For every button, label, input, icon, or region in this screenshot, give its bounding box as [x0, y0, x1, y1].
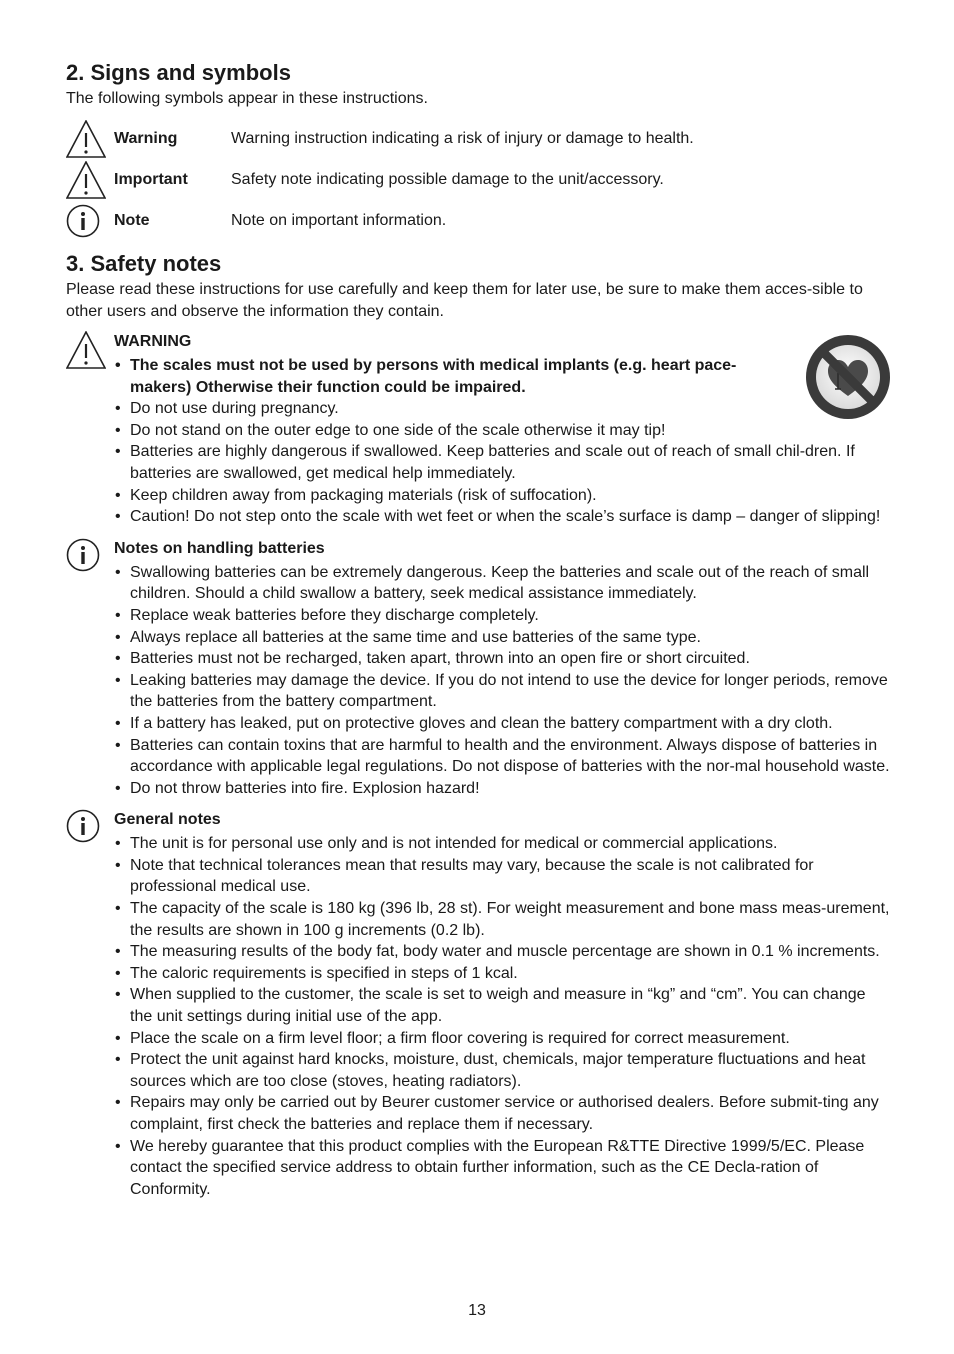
- symbol-row-important: [66, 159, 892, 200]
- symbols-table: [66, 118, 892, 241]
- general-notes-block: [66, 809, 892, 1200]
- warning-title: WARNING: [114, 333, 192, 350]
- batteries-block: [66, 538, 892, 800]
- list-item: • Note that technical tolerances mean that results may vary, because the scale is not calibrated for professional medical use.: [130, 855, 892, 898]
- list-item: • If a battery has leaked, put on protective gloves and clean the battery compartment with a dry cloth.: [130, 713, 892, 735]
- symbol-term: Note: [114, 211, 150, 229]
- list-item: • The caloric requirements is specified in steps of 1 kcal.: [130, 963, 892, 985]
- list-item: • Repairs may only be carried out by Beurer customer service or authorised dealers. Before submit-ting any complaint, first check the batteries and replace them if necessary.: [130, 1092, 892, 1135]
- no-pacemaker-icon: [804, 333, 892, 421]
- symbol-description: Safety note indicating possible damage to the unit/accessory.: [231, 170, 664, 188]
- symbol-row-warning: [66, 118, 892, 159]
- symbol-description: Warning instruction indicating a risk of injury or damage to health.: [231, 129, 694, 147]
- list-item: • The capacity of the scale is 180 kg (396 lb, 28 st). For weight measurement and bone mass meas-urement, the results are shown in 100 g increments (0.2 lb).: [130, 898, 892, 941]
- list-item: • Keep children away from packaging materials (risk of suffocation).: [130, 485, 892, 507]
- info-icon: [66, 538, 114, 800]
- symbol-term: Important: [114, 170, 188, 188]
- list-item: • Batteries are highly dangerous if swallowed. Keep batteries and scale out of reach of small chil-dren. If batteries are swallowed, get medical help immediately.: [130, 441, 892, 484]
- symbol-term: Warning: [114, 129, 178, 147]
- document-page: [66, 58, 892, 1200]
- warning-block: [66, 331, 892, 528]
- list-item: • Do not use during pregnancy.: [130, 398, 892, 420]
- symbol-description: Note on important information.: [231, 211, 447, 229]
- section-3-intro: Please read these instructions for use carefully and keep them for later use, be sure to make them acces-sible to other users and observe the information they contain.: [66, 281, 863, 320]
- batteries-title: Notes on handling batteries: [114, 539, 325, 557]
- list-item: • Swallowing batteries can be extremely dangerous. Keep the batteries and scale out of the reach of small children. Should a child swallow a battery, seek medical assistance immediately.: [130, 562, 892, 605]
- general-notes-title: General notes: [114, 811, 221, 829]
- section-3-heading: 3. Safety notes: [66, 251, 222, 276]
- warning-triangle-icon: [66, 120, 110, 158]
- warning-list: [114, 355, 892, 528]
- symbol-row-note: [66, 200, 892, 241]
- list-item: • Do not throw batteries into fire. Explosion hazard!: [130, 778, 892, 800]
- list-item: • Place the scale on a firm level floor; a firm floor covering is required for correct measurement.: [130, 1028, 892, 1050]
- list-item: • When supplied to the customer, the scale is set to weigh and measure in “kg” and “cm”. You can change the unit settings during initial use of the app.: [130, 984, 892, 1027]
- list-item: • The unit is for personal use only and is not intended for medical or commercial applications.: [130, 833, 892, 855]
- general-notes-list: [114, 833, 892, 1200]
- list-item: • The measuring results of the body fat, body water and muscle percentage are shown in 0.1 % increments.: [130, 941, 892, 963]
- section-2-heading: 2. Signs and symbols: [66, 60, 291, 85]
- list-item: • Leaking batteries may damage the device. If you do not intend to use the device for longer periods, remove the batteries from the battery compartment.: [130, 670, 892, 713]
- list-item: • Replace weak batteries before they discharge completely.: [130, 605, 892, 627]
- list-item: • Caution! Do not step onto the scale with wet feet or when the scale’s surface is damp – danger of slipping!: [130, 506, 892, 528]
- batteries-list: [114, 562, 892, 800]
- info-icon: [66, 809, 114, 1200]
- list-item: • Do not stand on the outer edge to one side of the scale otherwise it may tip!: [130, 420, 892, 442]
- warning-triangle-icon: [66, 331, 114, 528]
- warning-triangle-icon: [66, 161, 110, 199]
- list-item: • Batteries can contain toxins that are harmful to health and the environment. Always dispose of batteries in accordance with applicable legal regulations. Do not dispose of batteries with the nor-mal household waste.: [130, 735, 892, 778]
- list-item: • We hereby guarantee that this product complies with the European R&TTE Directive 1999/5/EC. Please contact the specified service address to obtain further information, such as the CE Decla-ration of Conformity.: [130, 1136, 892, 1201]
- page-number: 13: [468, 1302, 486, 1319]
- list-item: • The scales must not be used by persons with medical implants (e.g. heart pace-makers) Otherwise their function could be impaired.: [130, 355, 892, 398]
- list-item: • Batteries must not be recharged, taken apart, thrown into an open fire or short circuited.: [130, 648, 892, 670]
- info-icon: [66, 202, 110, 240]
- section-2-intro: The following symbols appear in these instructions.: [66, 90, 428, 107]
- list-item: • Protect the unit against hard knocks, moisture, dust, chemicals, major temperature fluctuations and heat sources which are too close (stoves, heating radiators).: [130, 1049, 892, 1092]
- list-item: • Always replace all batteries at the same time and use batteries of the same type.: [130, 627, 892, 649]
